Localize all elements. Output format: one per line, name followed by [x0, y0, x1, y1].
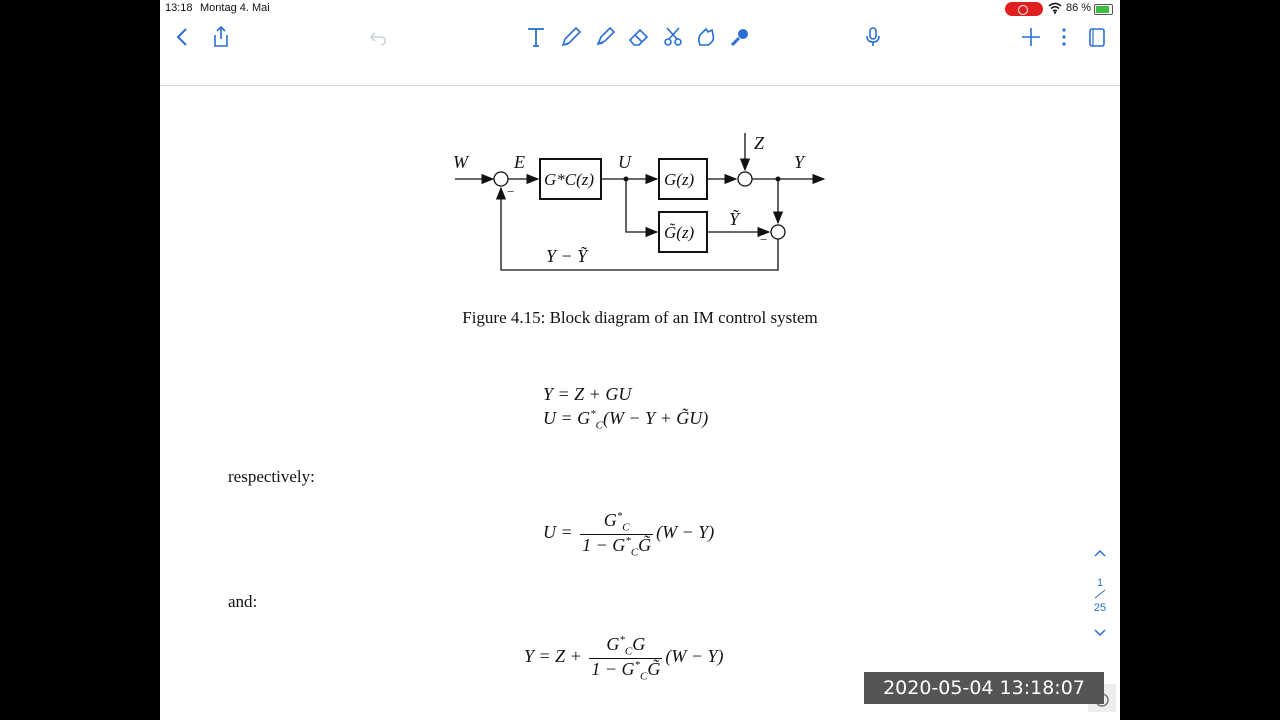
total-pages: 25: [1093, 602, 1107, 614]
minus-sign-2: −: [760, 232, 768, 247]
label-y: Y: [794, 152, 805, 172]
equation-3-fraction: $\frac{G^*_C}{1 - G^*_CG̃}$: [582, 510, 652, 559]
highlighter-icon[interactable]: [590, 22, 620, 52]
pages-icon[interactable]: [1082, 22, 1112, 52]
equation-3-numerator: G: [603, 510, 617, 530]
label-feedback: Y − Ỹ: [546, 246, 588, 266]
label-z: Z: [754, 133, 765, 153]
minus-sign-1: −: [507, 184, 515, 199]
back-icon[interactable]: [168, 22, 198, 52]
add-icon[interactable]: [1016, 22, 1046, 52]
branch-point-y: [776, 177, 781, 182]
label-g: G(z): [664, 170, 695, 189]
page-down-icon[interactable]: [1085, 628, 1115, 641]
text-tool-icon[interactable]: [521, 22, 551, 52]
label-e: E: [514, 152, 525, 172]
screen-recording-icon[interactable]: [1005, 2, 1043, 16]
label-w: W: [453, 152, 468, 172]
more-icon[interactable]: [1049, 22, 1079, 52]
equation-4-denominator: 1 − G: [591, 658, 635, 679]
shapes-icon[interactable]: [691, 22, 721, 52]
equation-3-rhs: (W − Y): [656, 522, 715, 543]
page-up-icon[interactable]: [1085, 548, 1115, 561]
lasso-icon[interactable]: [658, 22, 688, 52]
battery-percent: 86 %: [1066, 2, 1092, 14]
figure-caption: Figure 4.15: Block diagram of an IM control system: [462, 308, 818, 327]
equation-3-lhs: U =: [543, 522, 573, 543]
equation-4-fraction: $\frac{G^*_CG}{1 - G^*_CG̃}$: [591, 634, 661, 683]
equation-4: [524, 634, 723, 682]
equation-4-rhs: (W − Y): [665, 646, 724, 667]
battery-icon: [1094, 4, 1113, 15]
eraser-icon[interactable]: [624, 22, 654, 52]
equation-3: [543, 510, 714, 558]
label-u: U: [618, 152, 631, 172]
status-bar: [160, 0, 1120, 18]
undo-icon[interactable]: [363, 22, 393, 52]
equation-2-rhs: (W − Y + G̃U): [603, 408, 709, 428]
status-date: Montag 4. Mai: [200, 2, 270, 14]
page-indicator: [1085, 548, 1115, 648]
wifi-icon: [1048, 2, 1062, 17]
equation-4-numerator: G: [606, 634, 620, 654]
laser-pointer-icon[interactable]: [725, 22, 755, 52]
equation-2-lhs: U = G: [543, 408, 591, 428]
text-and: and:: [228, 592, 258, 611]
ipad-screen: [160, 0, 1120, 720]
document-page: [160, 86, 1120, 720]
equation-4-lhs: Y = Z +: [524, 646, 582, 667]
microphone-icon[interactable]: [858, 22, 888, 52]
text-respectively: respectively:: [228, 467, 315, 486]
label-ytilde: Ỹ: [729, 209, 740, 229]
share-icon[interactable]: [206, 22, 236, 52]
status-time: 13:18: [165, 2, 193, 14]
label-gtilde: G̃(z): [664, 223, 695, 242]
equation-1: Y = Z + GU: [543, 384, 632, 404]
label-gc: G*C(z): [544, 170, 595, 189]
toolbar: [160, 18, 1120, 56]
pen-icon[interactable]: [556, 22, 586, 52]
page-slash-icon: [1085, 589, 1115, 602]
current-page: 1: [1096, 577, 1104, 589]
equation-3-denominator: 1 − G: [582, 534, 626, 555]
branch-point-u: [624, 177, 629, 182]
block-diagram: [160, 86, 1120, 286]
recording-timestamp: 2020-05-04 13:18:07: [864, 672, 1104, 704]
equation-2: $U = G^*_C(W - Y$ + G̃U): [543, 408, 709, 432]
